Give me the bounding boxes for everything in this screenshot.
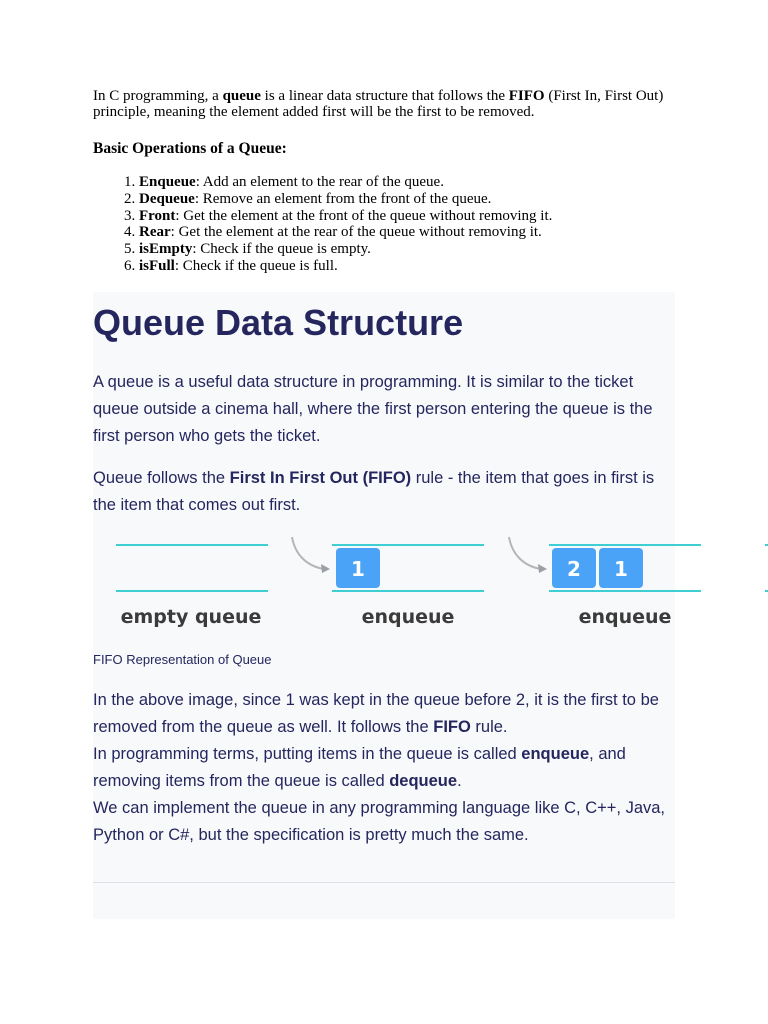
card-paragraph-2 xyxy=(93,465,675,519)
p3-bold: FIFO xyxy=(433,718,471,736)
p4-bold-enqueue: enqueue xyxy=(521,745,590,763)
list-item xyxy=(139,174,673,191)
operation-desc: : Get the element at the front of the queue without removing it. xyxy=(175,207,553,224)
p4-text-e: . xyxy=(457,772,462,790)
p3-text-a: In the above image, since 1 was kept in the queue before 2, it is the first to be removed from the queue as well. It follows the xyxy=(93,691,659,736)
intro-bold-fifo: FIFO xyxy=(508,88,545,104)
intro-bold-queue: queue xyxy=(222,88,261,104)
list-item xyxy=(139,241,673,258)
p4-text-a: In programming terms, putting items in the queue is called xyxy=(93,745,522,763)
operations-heading: Basic Operations of a Queue: xyxy=(93,140,287,157)
p2-text-a: Queue follows the xyxy=(93,469,230,487)
list-item xyxy=(139,191,673,208)
card-paragraph-1: A queue is a useful data structure in programming. It is similar to the ticket queue outside a cinema hall, where the first person entering the queue is the first person who gets the ticket. xyxy=(93,373,653,445)
p4-text-c: , and removing items from the queue is called xyxy=(93,745,626,790)
operation-name: Enqueue xyxy=(139,174,196,190)
stage-label: empty queue xyxy=(120,606,262,628)
stage-label: enqueue xyxy=(578,606,672,628)
intro-paragraph xyxy=(93,88,673,120)
operation-desc: : Check if the queue is full. xyxy=(174,257,338,274)
diagram-caption: FIFO Representation of Queue xyxy=(93,652,272,667)
card-paragraph-3 xyxy=(93,687,675,849)
operation-desc: : Add an element to the rear of the queue. xyxy=(195,174,444,190)
intro-text-3: (First In, First Out) principle, meaning the element added first will be the first to be removed. xyxy=(93,88,664,120)
arrowhead-icon xyxy=(538,564,547,573)
operation-desc: : Remove an element from the front of the queue. xyxy=(194,190,492,207)
operation-name: Front xyxy=(139,207,176,224)
p4-bold-dequeue: dequeue xyxy=(389,772,458,790)
queue-item-label: 2 xyxy=(567,557,581,581)
intro-text-2: is a linear data structure that follows the xyxy=(260,88,509,104)
operation-name: Dequeue xyxy=(139,190,195,207)
arrow-icon xyxy=(509,537,541,569)
card-title: Queue Data Structure xyxy=(93,302,464,343)
arrow-icon xyxy=(292,537,324,569)
operation-name: Rear xyxy=(139,224,171,241)
p2-bold: First In First Out (FIFO) xyxy=(229,469,412,487)
operations-list xyxy=(93,174,673,275)
operation-desc: : Check if the queue is empty. xyxy=(192,241,371,258)
operation-desc: : Get the element at the rear of the queue without removing it. xyxy=(170,224,542,241)
stage-label: enqueue xyxy=(361,606,455,628)
arrowhead-icon xyxy=(321,564,330,573)
operation-name: isEmpty xyxy=(139,241,193,258)
divider xyxy=(93,882,675,883)
article-card xyxy=(93,292,675,919)
p5-text: We can implement the queue in any programming language like C, C++, Java, Python or C#, but the specification is pretty much the same. xyxy=(93,799,666,844)
intro-text-1: In C programming, a xyxy=(93,88,223,104)
document-text xyxy=(93,88,673,275)
queue-item-label: 1 xyxy=(614,557,628,581)
p2-text-c: rule - the item that goes in first is the item that comes out first. xyxy=(93,469,655,514)
operation-name: isFull xyxy=(139,257,175,274)
p3-text-c: rule. xyxy=(470,718,508,736)
queue-item-label: 1 xyxy=(351,557,365,581)
list-item xyxy=(139,224,673,241)
list-item xyxy=(139,208,673,225)
fifo-diagram xyxy=(93,532,768,637)
list-item xyxy=(139,258,673,275)
